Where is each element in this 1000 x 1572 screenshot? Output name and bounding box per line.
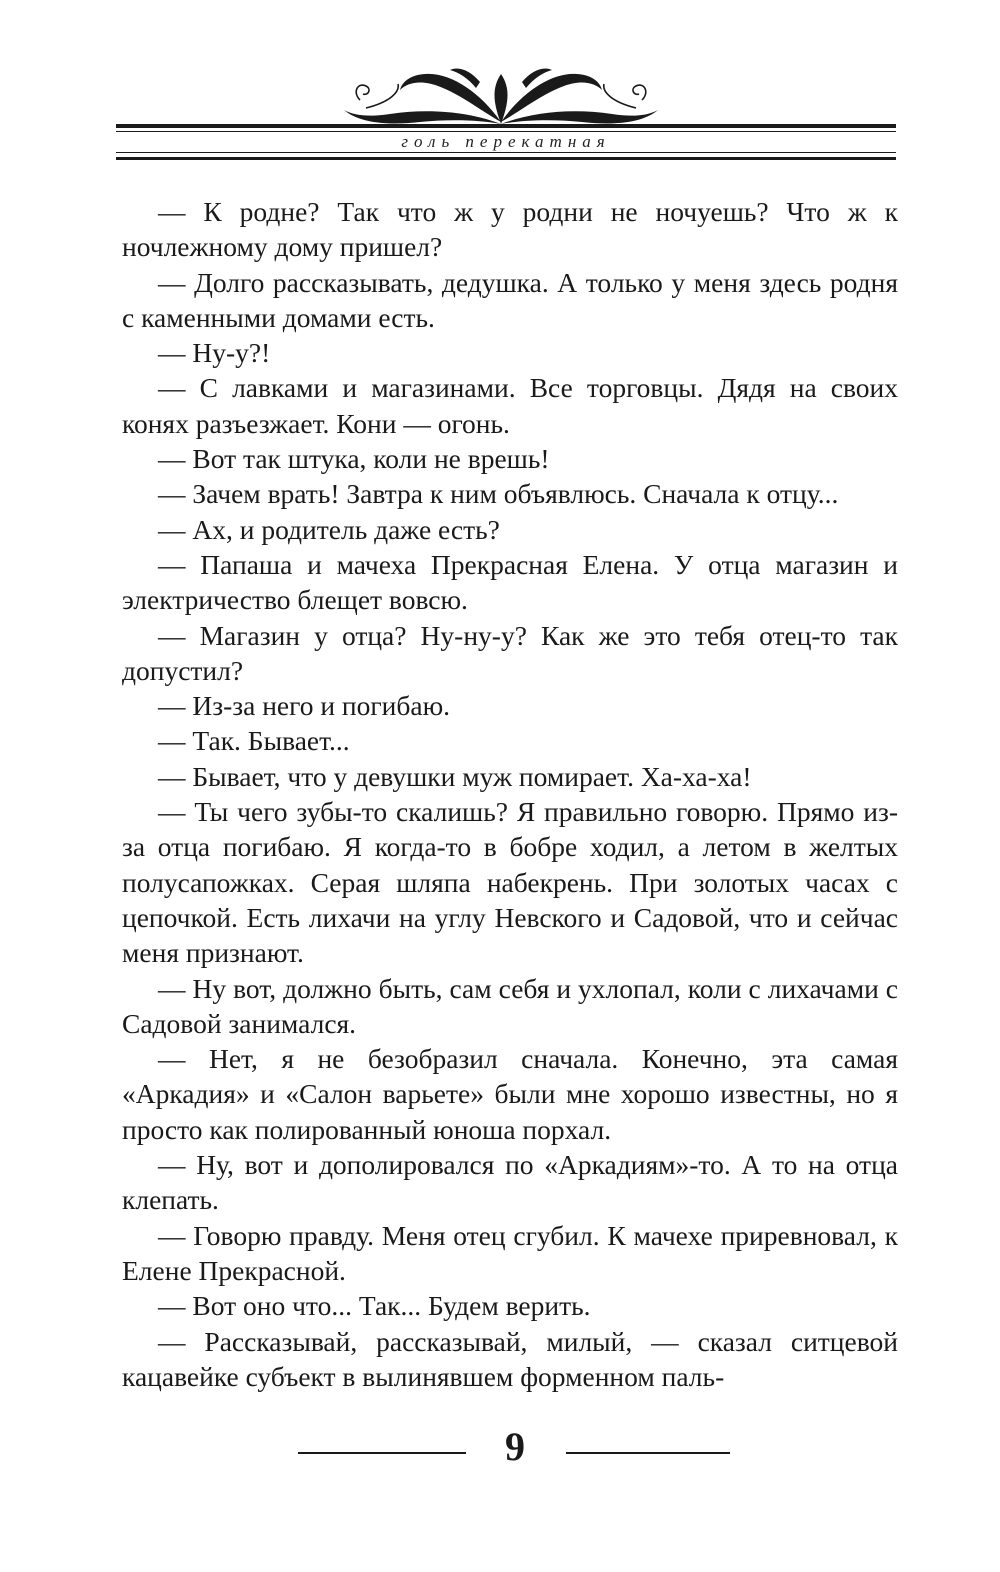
running-head: голь перекатная	[401, 132, 611, 151]
paragraph: — Ты чего зубы-то скалишь? Я правильно говорю. Прямо из-за отца погибаю. Я когда-то в бобре ходил, а летом в желтых полусапожках. Серая шляпа набекрень. При золотых часах с цепочкой. Есть лихачи на углу Невского и Садовой, что и сейчас меня признают.	[122, 796, 898, 969]
page-number: 9	[505, 1424, 525, 1469]
header-ornament	[330, 52, 672, 130]
paragraph: — Ах, и родитель даже есть?	[158, 513, 500, 545]
page-footer	[0, 1422, 1000, 1472]
paragraph: — Ну вот, должно быть, сам себя и ухлопал, коли с лихачами с Садовой занимался.	[122, 972, 898, 1039]
paragraph: — С лавками и магазинами. Все торговцы. Дядя на своих конях разъезжает. Кони — огонь.	[122, 372, 898, 439]
paragraph: — Зачем врать! Завтра к ним объявлюсь. Сначала к отцу...	[158, 478, 839, 510]
paragraph: — Папаша и мачеха Прекрасная Елена. У отца магазин и электричество блещет вовсю.	[122, 548, 898, 616]
paragraph: — Бывает, что у девушки муж помирает. Ха-ха-ха!	[158, 760, 752, 792]
footer-rule-left	[298, 1452, 466, 1454]
paragraph: — Говорю правду. Меня отец сгубил. К мачехе приревновал, к Елене Прекрасной.	[122, 1219, 898, 1286]
header-rule-thick-bottom	[116, 157, 896, 160]
paragraph: — Из-за него и погибаю.	[158, 690, 451, 722]
paragraph: — Ну-у?!	[158, 337, 271, 369]
paragraph: — Так. Бывает...	[158, 725, 350, 757]
paragraph: — Вот так штука, коли не врешь!	[158, 443, 550, 475]
paragraph: — Долго рассказывать, дедушка. А только у меня здесь родня с каменными домами есть.	[122, 266, 898, 333]
paragraph: — Ну, вот и дополировался по «Аркадиям»-то. А то на отца клепать.	[122, 1149, 898, 1216]
paragraph: — Рассказывай, рассказывай, милый, — сказал ситцевой кацавейке субъект в вылинявшем форменном паль-	[122, 1325, 898, 1392]
header-rule-thin-bottom	[116, 152, 896, 153]
footer-rule-right	[566, 1452, 730, 1454]
body-text	[122, 194, 898, 1394]
paragraph: — Нет, я не безобразил сначала. Конечно, эта самая «Аркадия» и «Салон варьете» были мне хорошо известны, но я просто как полированный юноша порхал.	[122, 1043, 898, 1145]
paragraph: — К родне? Так что ж у родни не ночуешь? Что ж к ночлежному дому пришел?	[122, 196, 898, 263]
paragraph: — Магазин у отца? Ну-ну-у? Как же это тебя отец-то так допустил?	[122, 619, 898, 686]
header-rule-thick-top	[116, 124, 896, 128]
paragraph: — Вот оно что... Так... Будем верить.	[158, 1290, 591, 1322]
